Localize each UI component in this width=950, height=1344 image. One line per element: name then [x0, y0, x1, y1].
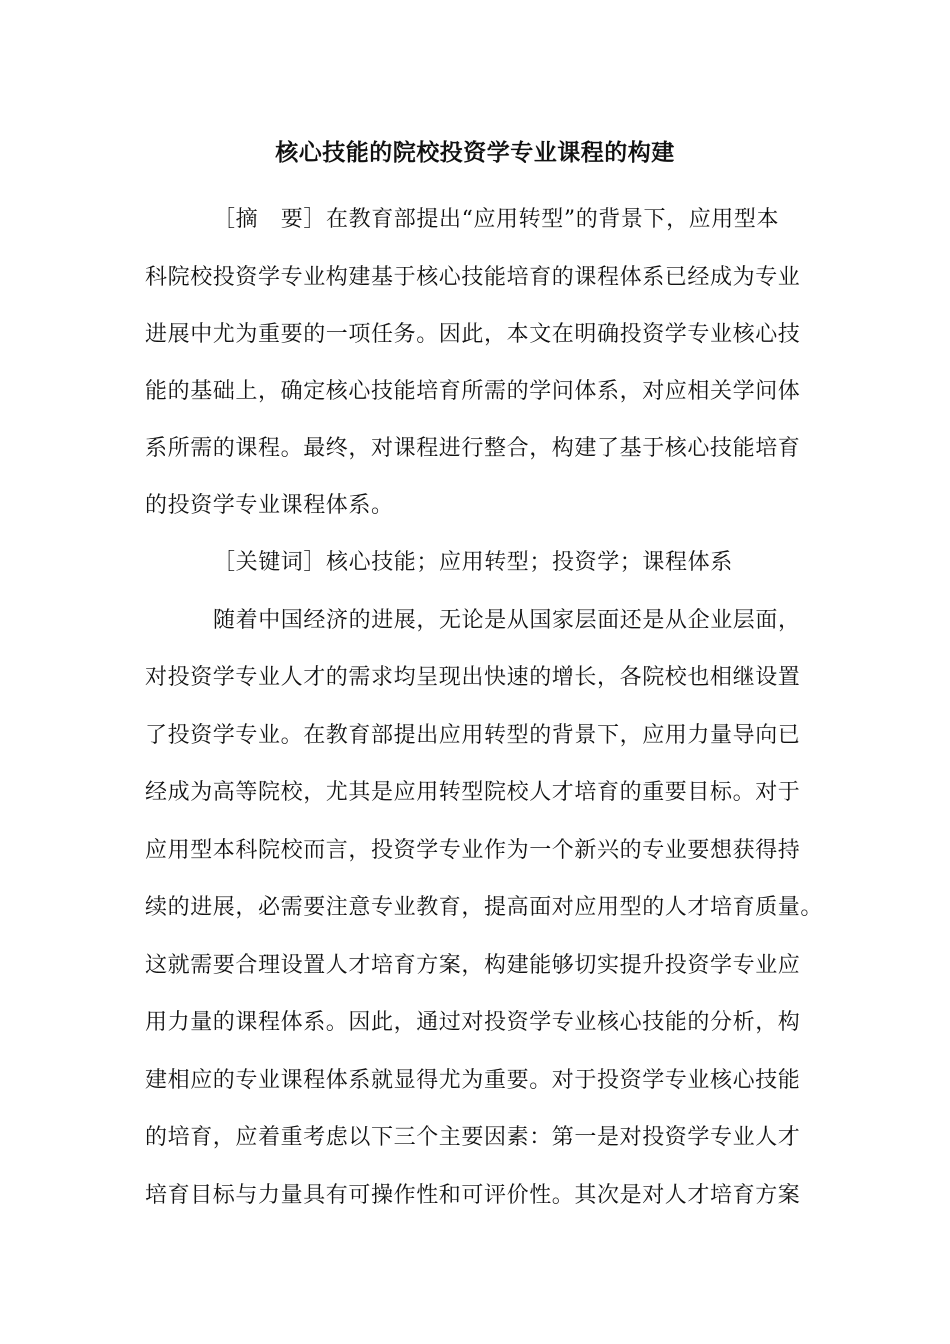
abstract-line: 进展中尤为重要的一项任务。因此，本文在明确投资学专业核心技 [145, 322, 801, 347]
body-line: 培育目标与力量具有可操作性和可评价性。其次是对人才培育方案 [145, 1183, 801, 1208]
body-line: 建相应的专业课程体系就显得尤为重要。对于投资学专业核心技能 [145, 1068, 801, 1093]
body-line: 这就需要合理设置人才培育方案，构建能够切实提升投资学专业应 [145, 953, 801, 978]
document-title: 核心技能的院校投资学专业课程的构建 [275, 140, 675, 166]
body-line: 对投资学专业人才的需求均呈现出快速的增长，各院校也相继设置 [145, 665, 801, 690]
body-line: 应用型本科院校而言，投资学专业作为一个新兴的专业要想获得持 [145, 838, 801, 863]
body-line: 了投资学专业。在教育部提出应用转型的背景下，应用力量导向已 [145, 723, 801, 748]
body-line: 的培育，应着重考虑以下三个主要因素：第一是对投资学专业人才 [145, 1125, 801, 1150]
keywords-line: ［关键词］核心技能；应用转型；投资学；课程体系 [213, 550, 733, 575]
body-line: 用力量的课程体系。因此，通过对投资学专业核心技能的分析，构 [145, 1010, 801, 1035]
abstract-line: 能的基础上，确定核心技能培育所需的学问体系，对应相关学问体 [145, 379, 801, 404]
abstract-line: ［摘 要］在教育部提出“应用转型”的背景下，应用型本 [213, 207, 780, 232]
abstract-line: 的投资学专业课程体系。 [145, 493, 394, 518]
abstract-line: 科院校投资学专业构建基于核心技能培育的课程体系已经成为专业 [145, 265, 801, 290]
body-line: 续的进展，必需要注意专业教育，提高面对应用型的人才培育质量。 [145, 895, 824, 920]
body-line: 随着中国经济的进展，无论是从国家层面还是从企业层面， [213, 608, 801, 633]
body-line: 经成为高等院校，尤其是应用转型院校人才培育的重要目标。对于 [145, 780, 801, 805]
abstract-line: 系所需的课程。最终，对课程进行整合，构建了基于核心技能培育 [145, 436, 801, 461]
